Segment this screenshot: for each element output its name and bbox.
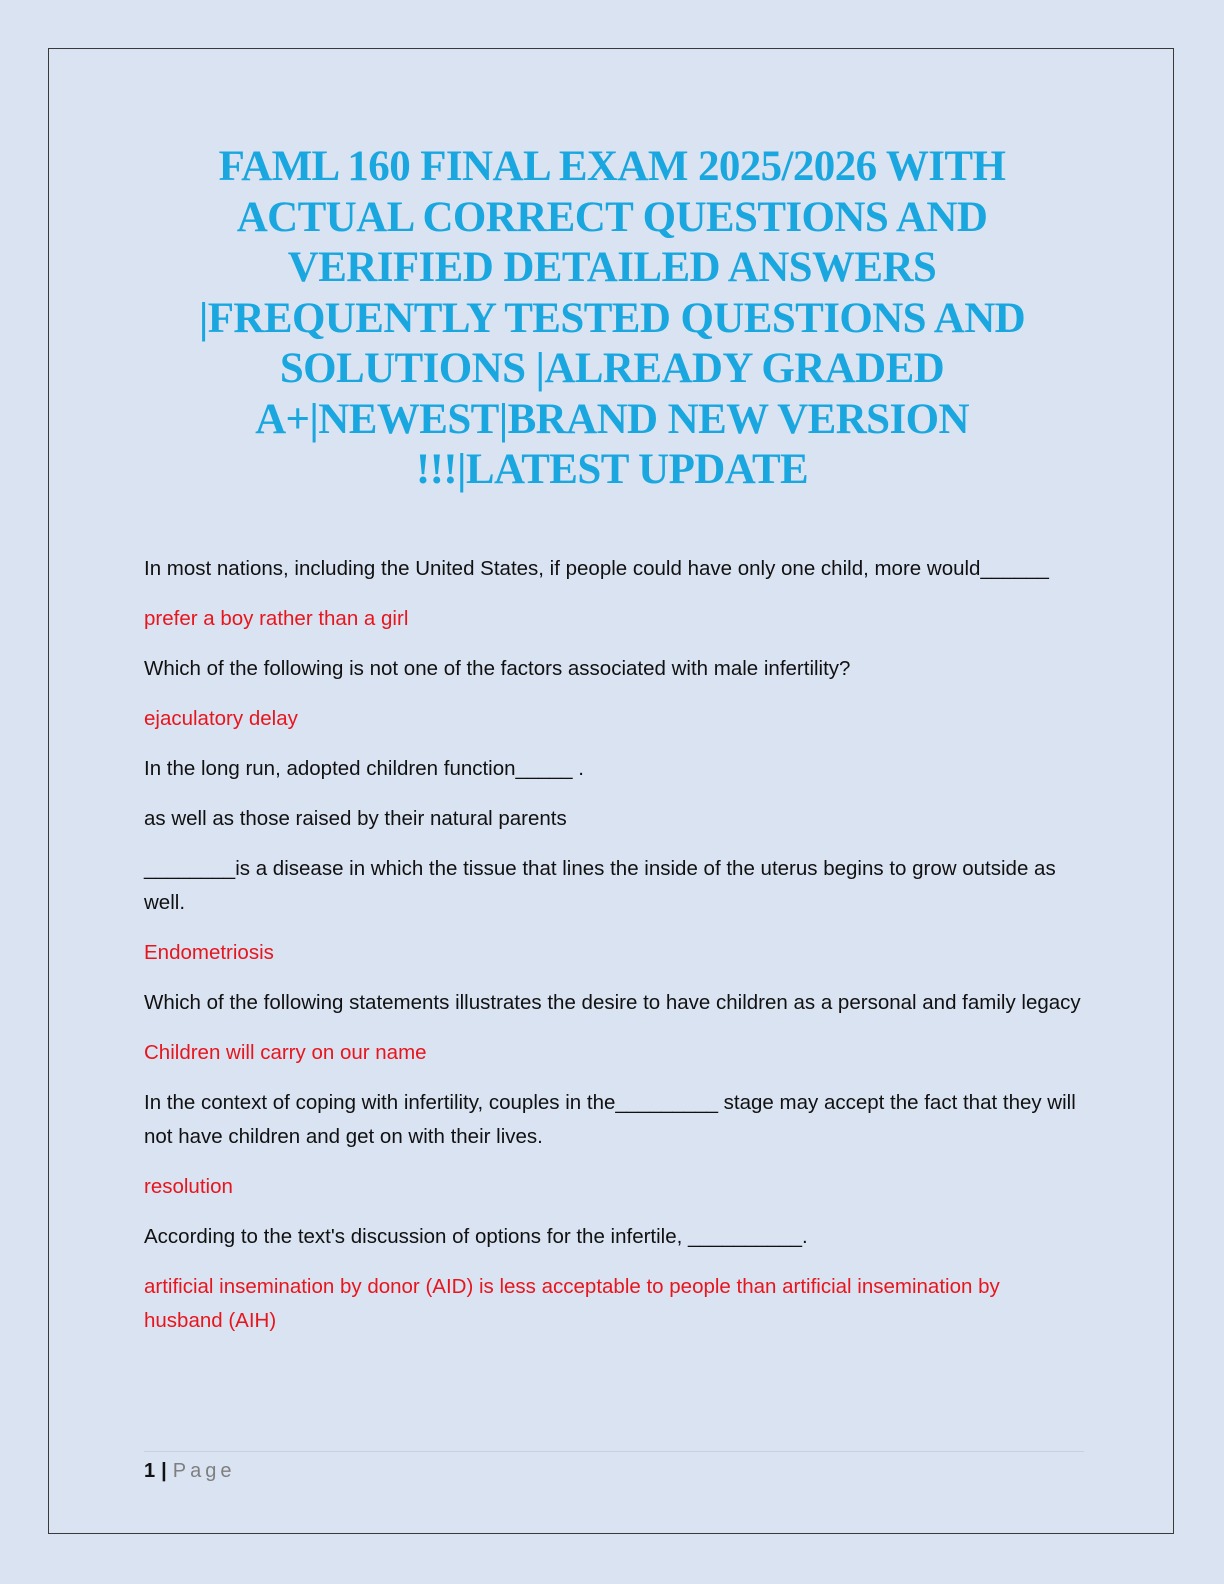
footer-separator: |	[161, 1460, 167, 1482]
answer-text: artificial insemination by donor (AID) is less acceptable to people than artificial insemination by husband (AIH)	[144, 1275, 1000, 1332]
answer-text: prefer a boy rather than a girl	[144, 607, 409, 630]
page-number: 1	[144, 1460, 156, 1482]
question-text: According to the text's discussion of options for the infertile, __________.	[144, 1225, 808, 1248]
question-text: Which of the following is not one of the factors associated with male infertility?	[144, 657, 851, 680]
title-line: VERIFIED DETAILED ANSWERS	[287, 244, 937, 291]
title-line: A+|NEWEST|BRAND NEW VERSION	[255, 395, 969, 443]
title-line: |FREQUENTLY TESTED QUESTIONS AND	[198, 294, 1026, 342]
question-text: In most nations, including the United States, if people could have only one child, more would______	[144, 557, 1049, 580]
answer-text-plain: as well as those raised by their natural parents	[144, 807, 567, 830]
title-line: SOLUTIONS |ALREADY GRADED	[279, 345, 945, 392]
question-text: Which of the following statements illustrates the desire to have children as a personal and family legacy	[144, 991, 1081, 1014]
document-title	[150, 142, 1074, 496]
answer-text: resolution	[144, 1175, 233, 1198]
answer-text: ejaculatory delay	[144, 707, 298, 730]
question-text: ________is a disease in which the tissue that lines the inside of the uterus begins to grow outside as well.	[144, 857, 1056, 914]
footer-divider	[144, 1451, 1084, 1452]
question-text: In the long run, adopted children function_____ .	[144, 757, 584, 780]
answer-text: Endometriosis	[144, 941, 274, 964]
qa-content	[144, 552, 1084, 1354]
page-label: Page	[172, 1460, 236, 1482]
title-line: ACTUAL CORRECT QUESTIONS AND	[236, 193, 988, 241]
title-line: !!!|LATEST UPDATE	[415, 446, 809, 493]
answer-text: Children will carry on our name	[144, 1041, 427, 1064]
title-line: FAML 160 FINAL EXAM 2025/2026 WITH	[218, 143, 1006, 190]
page-footer	[144, 1456, 235, 1486]
question-text: In the context of coping with infertility, couples in the_________ stage may accept the fact that they will not have children and get on with their lives.	[144, 1091, 1076, 1148]
